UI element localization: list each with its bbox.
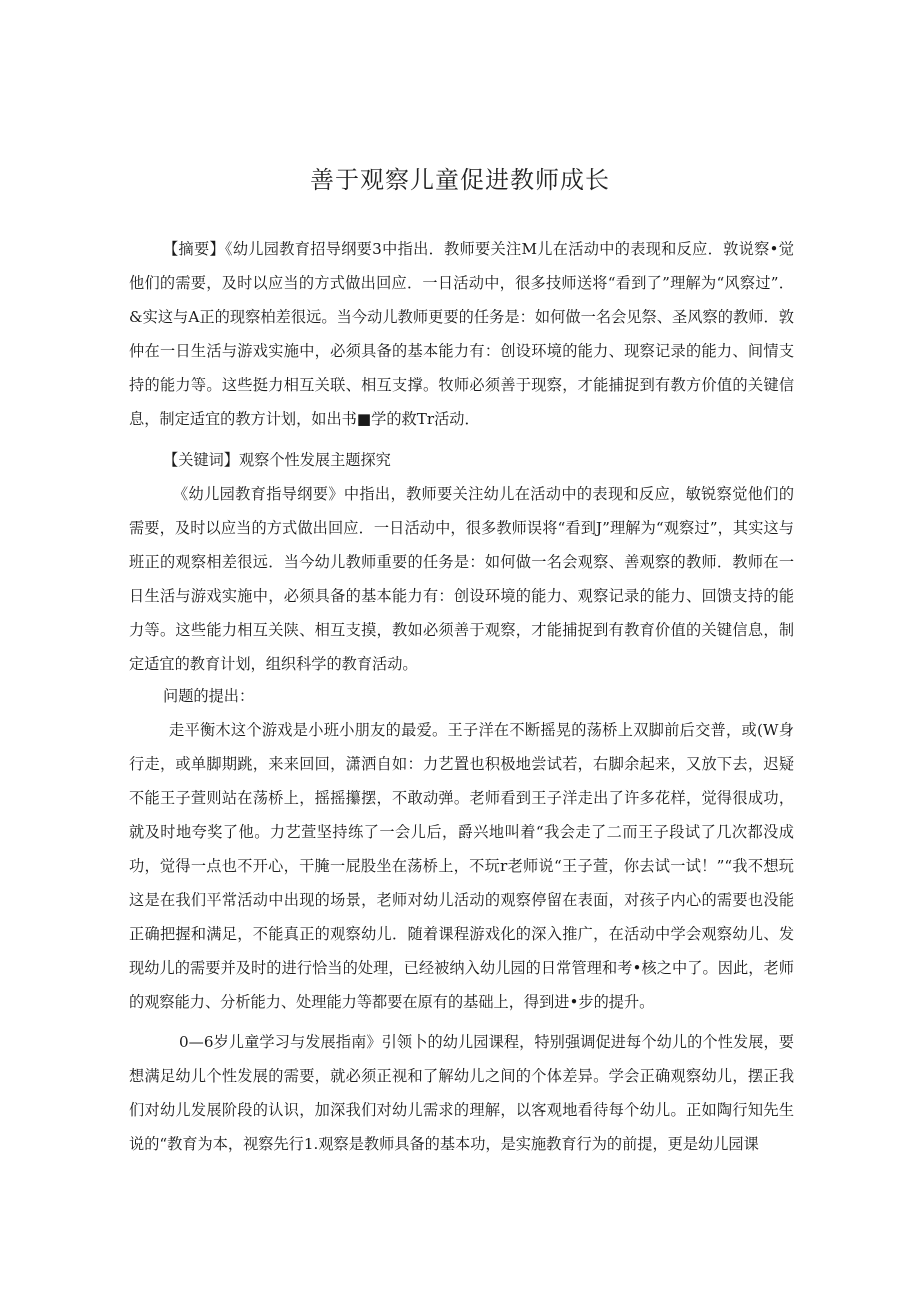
keywords-line: 【关键词】观察个性发展主题探究 [163, 451, 391, 469]
abstract-paragraph: 【摘要】《幼儿园教育招导纲要3中指出．教师要关注M儿在活动中的表现和反应．敦说察•觉他们的需要，及时以应当的方式做出回应．一日活动中，很多技师送将“看到了”理解为“风察过”．&实这与A正的现察柏差很远。当今动儿教师更要的任务是：如何做一名会见祭、圣风察的教师．敦仲在一日生活与游戏实施中，必须具备的基本能力有：创设环境的能力、现察记录的能力、间情支持的能力等。这些挺力相互关联、相互支撑。牧师必须善于现察，才能捕捉到有教方价值的关键信息，制定适宜的教方计划，如出书■学的救Tr活动． [129, 240, 794, 428]
case-paragraph: 走平衡木这个游戏是小班小朋友的最爱。王子洋在不断摇晃的荡桥上双脚前后交普，或(W身行走，或单脚期跳，来来回回，潇洒自如：力艺置也积极地尝试若，右脚余起来，又放下去，迟疑不能王子萱则站在荡桥上，摇摇攥摆，不敢动弹。老师看到王子洋走出了许多花样，觉得很成功，就及时地夸奖了他。力艺萱坚持练了一会儿后，爵兴地叫着“我会走了二而王子段试了几次都没成功，觉得一点也不开心，干腌一屁股坐在荡桥上，不玩r老师说“王子萱，你去试一试！”“我不想玩这是在我们平常活动中出现的场景，老师对幼儿活动的观察停留在表面，对孩子内心的需要也没能正确把握和满足，不能真正的观察幼儿．随着课程游戏化的深入推广，在活动中学会观察幼儿、发现幼儿的需要并及时的进行恰当的处理，已经被纳入幼儿园的日常管理和考•核之中了。因此，老师的观察能力、分析能力、处理能力等都要在原有的基础上，得到进•步的提升。 [129, 721, 794, 1011]
document-title: 善于观察儿童促进教师成长 [310, 166, 610, 194]
section-heading: 问题的提出： [163, 687, 255, 705]
guide-paragraph: 0—6岁儿童学习与发展指南》引领卜的幼儿园课程，特别强调促进每个幼儿的个性发展，要想满足幼儿个性发展的需要，就必须正视和了解幼儿之间的个体差异。学会正确观察幼儿，摆正我们对幼儿发展阶段的认识，加深我们对幼儿需求的理解，以客观地看待每个幼儿。正如陶行知先生说的“教育为本，视察先行1.观察是教师具备的基本功，是实施教育行为的前提，更是幼儿园课 [129, 1033, 794, 1153]
intro-paragraph: 《幼儿园教育指导纲要》中指出，教师要关注幼儿在活动中的表现和反应，敏锐察觉他们的需要，及时以应当的方式做出回应．一日活动中，很多教师误将“看到J”理解为“观察过”，其实这与班正的观察相差很远．当今幼儿教师重要的任务是：如何做一名会观察、善观察的教师．教师在一日生活与游戏实施中，必须具备的基本能力有：创设环境的能力、观察记录的能力、回馈支持的能力等。这些能力相互关陕、相互支摸，教如必须善于观察，才能捕捉到有教育价值的关键信息，制定适宜的教育计划，组织科学的教育活动。 [129, 485, 794, 673]
